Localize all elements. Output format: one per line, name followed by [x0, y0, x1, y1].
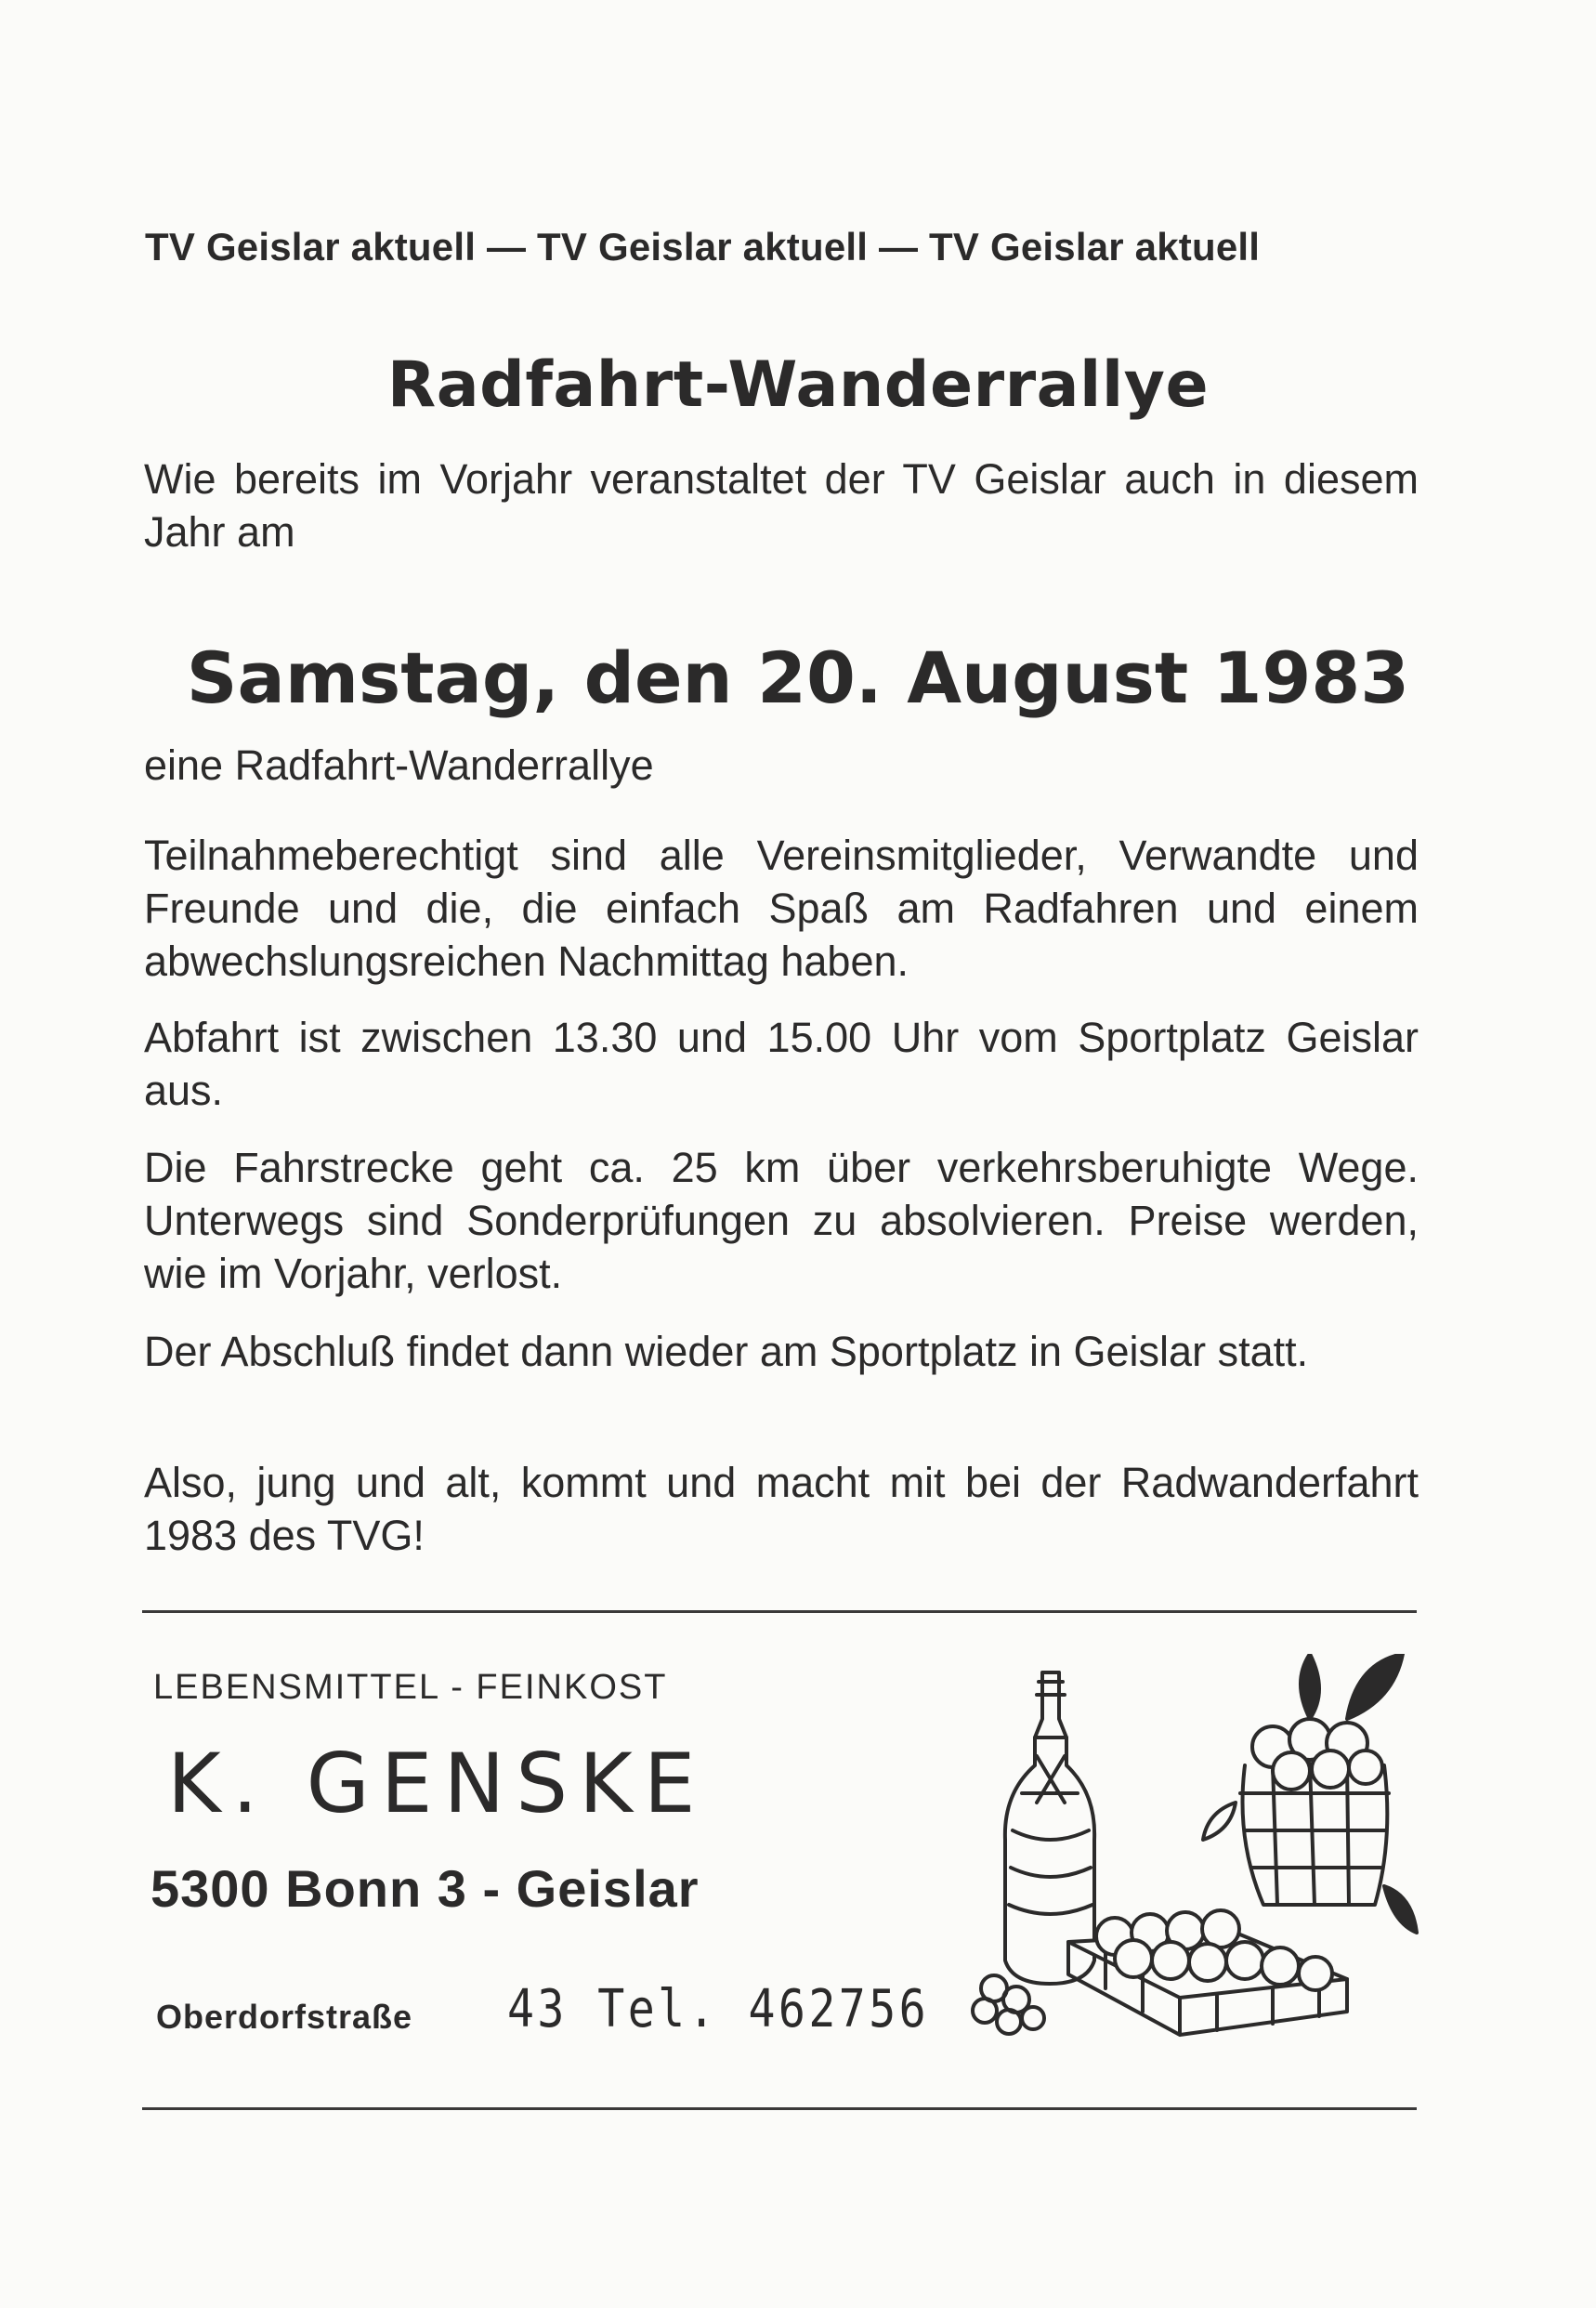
ad-shop-name: K. GENSKE — [167, 1736, 707, 1831]
paragraph-route: Die Fahrstrecke geht ca. 25 km über verkehrsberuhigte Wege. Unterwegs sind Sonderprüfungen zu absolvieren. Preise werden, wie im Vorjahr, verlost. — [144, 1144, 1419, 1297]
wine-bottle-fruit-basket-illustration — [957, 1654, 1421, 2063]
paragraph-invitation: Also, jung und alt, kommt und macht mit bei der Radwanderfahrt 1983 des TVG! — [144, 1459, 1419, 1559]
article-intro: Wie bereits im Vorjahr veranstaltet der TV Geislar auch in diesem Jahr am — [144, 455, 1419, 556]
article-title: Radfahrt-Wanderrallye — [386, 348, 1210, 422]
paragraph-finish: Der Abschluß findet dann wieder am Sportplatz in Geislar statt. — [144, 1328, 1309, 1375]
paragraph-departure: Abfahrt ist zwischen 13.30 und 15.00 Uhr vom Sportplatz Geislar aus. — [144, 1014, 1419, 1114]
ad-category: LEBENSMITTEL - FEINKOST — [153, 1668, 668, 1707]
ad-street: Oberdorfstraße — [156, 1998, 413, 2036]
ad-city: 5300 Bonn 3 - Geislar — [150, 1859, 700, 1918]
divider-top — [142, 1610, 1417, 1613]
event-date: Samstag, den 20. August 1983 — [186, 636, 1410, 719]
event-name: eine Radfahrt-Wanderrallye — [144, 741, 654, 789]
ad-house-number-phone: 43 Tel. 462756 — [507, 1979, 930, 2039]
header-kicker: TV Geislar aktuell — TV Geislar aktuell — TV Geislar aktuell — [145, 225, 1261, 269]
divider-bottom — [142, 2107, 1417, 2110]
paragraph-participants: Teilnahmeberechtigt sind alle Vereinsmitglieder, Verwandte und Freunde und die, die einfach Spaß am Radfahren und einem abwechslungsreichen Nachmittag haben. — [144, 832, 1419, 985]
